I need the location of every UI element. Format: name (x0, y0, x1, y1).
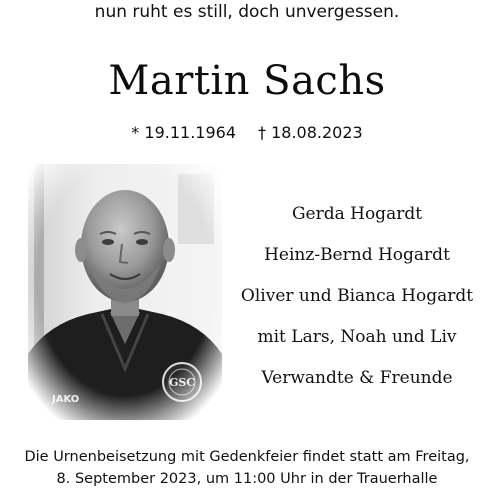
life-dates (0, 121, 494, 145)
mourner-line: Gerda Hogardt (291, 204, 423, 224)
mourner-line: mit Lars, Noah und Liv (257, 327, 457, 347)
deceased-name: Martin Sachs (108, 58, 386, 104)
portrait-photo (28, 164, 222, 420)
funeral-info-line: 8. September 2023, um 11:00 Uhr in der Trauerhalle (56, 471, 438, 487)
funeral-info (0, 446, 494, 490)
mourner-line: Oliver und Bianca Hogardt (240, 286, 474, 306)
mourners-list (226, 196, 488, 401)
birth-date: * 19.11.1964 (131, 123, 236, 142)
death-date: † 18.08.2023 (258, 123, 363, 142)
mourner-line: Heinz-Bernd Hogardt (264, 245, 450, 265)
intro-text: nun ruht es still, doch unvergessen. (94, 2, 400, 22)
funeral-info-line: Die Urnenbeisetzung mit Gedenkfeier findet statt am Freitag, (24, 449, 470, 465)
mourner-line: Verwandte & Freunde (261, 368, 453, 388)
